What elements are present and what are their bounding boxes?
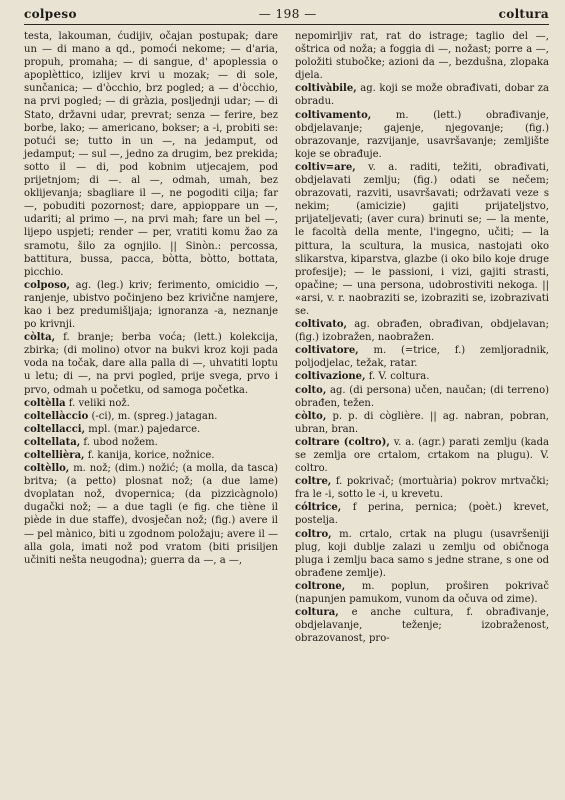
dictionary-entry (295, 30, 549, 82)
entry-headword: coltura, (295, 607, 339, 619)
entry-definition: e anche cultura, f. obrađivanje, obdjelavanje, teženje; izobraženost, obrazovanost, pro- (295, 607, 549, 645)
dictionary-entry (24, 462, 278, 567)
entry-definition: f. kanija, korice, nožnice. (84, 450, 215, 461)
dictionary-entry (24, 279, 278, 331)
entry-definition: f. veliki nož. (65, 397, 130, 409)
entry-headword: coltivàbile, (295, 83, 357, 95)
entry-definition: m. (=trice, f.) zemljoradnik, poljodjelac, težak, ratar. (295, 345, 549, 370)
entry-headword: coltivazione, (295, 371, 366, 383)
entry-definition: ag. (leg.) kriv; ferimento, omicidio —, ranjenje, ubistvo počinjeno bez krivične namjere, kao i bez predumišljaja; ignoranza -a, neznanje po krivnji. (24, 279, 278, 331)
header-first-headword: colpeso (24, 7, 77, 21)
entry-definition: (-ci), m. (spreg.) jatagan. (88, 410, 218, 422)
dictionary-entry (24, 397, 278, 410)
dictionary-entry (295, 528, 549, 580)
page-header (24, 6, 549, 22)
entry-definition: ag. obrađen, obrađivan, obdjelavan; (fig.) izobražen, naobražen. (295, 319, 549, 344)
entry-definition: v. a. raditi, težiti, obrađivati, obdjelavati zemlju; (fig.) odati se nečem; obrazovati, razviti, usavršavati; održavati veze s nekim; (amicizie) gajiti prijateljstvo, prijateljevati; (aver cura) brinuti se; — la mente, le facoltà della mente, l'ingegno, učiti; — la pittura, la scultura, la musica, nastojati oko slikarstva, kiparstva, glazbe (i oko bilo koje druge profesije); — le passioni, i vizi, gajiti strasti, opačine; — una persona, udobrostiviti nekoga. || «arsi, v. r. naobraziti se, izobraziti se, izobrazivati se. (295, 161, 549, 317)
columns (24, 30, 549, 645)
entry-headword: coltellàccio (24, 410, 89, 422)
dictionary-entry (24, 410, 278, 423)
page-number: — 198 — (258, 7, 317, 21)
entry-definition: ag. (di persona) učen, naučan; (di terreno) obrađen, težen. (295, 384, 549, 409)
dictionary-entry (295, 344, 549, 370)
entry-headword: còlta, (24, 332, 56, 344)
dictionary-entry (295, 436, 549, 475)
dictionary-entry (295, 580, 549, 606)
entry-headword: coltro, (295, 528, 332, 540)
entry-definition: mpl. (mar.) pajedarce. (85, 423, 201, 435)
entry-headword: coltiv=are, (295, 161, 356, 173)
entry-definition: f. pokrivač; (mortuària) pokrov mrtvački; fra le -i, sotto le -i, u krevetu. (295, 476, 549, 501)
dictionary-entry (295, 318, 549, 344)
entry-definition: f perina, pernica; (poèt.) krevet, postelja. (295, 502, 549, 527)
entry-headword: coltellata, (24, 436, 81, 448)
dictionary-entry (295, 410, 549, 436)
entry-headword: còlto, (295, 410, 327, 422)
entry-headword: coltèllo, (24, 463, 70, 475)
dictionary-entry (24, 449, 278, 462)
dictionary-entry (295, 161, 549, 318)
dictionary-entry (295, 501, 549, 527)
header-last-headword: coltura (498, 7, 549, 21)
entry-headword: coltivatore, (295, 345, 359, 357)
dictionary-entry (24, 436, 278, 449)
left-column (24, 30, 278, 645)
entry-headword: coltivato, (295, 319, 348, 331)
dictionary-entry (295, 475, 549, 501)
right-column (295, 30, 549, 645)
dictionary-entry (295, 82, 549, 108)
entry-headword: colto, (295, 384, 327, 396)
dictionary-entry (295, 109, 549, 161)
dictionary-entry (24, 30, 278, 279)
entry-headword: coltivamento, (295, 109, 372, 121)
entry-definition: f. branje; berba voća; (lett.) kolekcija, zbirka; (di molino) otvor na bukvi kroz koji pada voda na točak, dare alla palla di —, uhvatiti loptu u letu; di —, na prvi pogled, prije svega, prvo i prvo, odmah u početku, od samoga početka. (24, 332, 278, 396)
dictionary-entry (295, 384, 549, 410)
entry-definition: m. crtalo, crtak na plugu (usavršeniji plug, koji dublje zalazi u zemlju od običnoga pluga i zemlju baca samo s jedne strane, s one od obrađene zemlje). (295, 528, 549, 579)
entry-headword: coltellacci, (24, 423, 86, 435)
dictionary-entry (24, 331, 278, 396)
entry-headword: coltrare (coltro), (295, 436, 390, 448)
entry-headword: colposo, (24, 279, 71, 291)
entry-definition: f. ubod nožem. (80, 436, 158, 448)
dictionary-entry (295, 606, 549, 645)
header-rule (24, 24, 549, 25)
dictionary-entry (295, 370, 549, 383)
entry-definition: v. a. (agr.) parati zemlju (kada se zemlja ore crtalom, crtakom na plugu). V. coltro. (295, 436, 549, 475)
entry-definition: p. p. di còglière. || ag. nabran, pobran, ubran, bran. (295, 410, 549, 435)
entry-headword: coltre, (295, 476, 332, 488)
entry-definition: m. poplun, proširen pokrivač (napunjen pamukom, vunom da očuva od zime). (295, 580, 549, 606)
entry-definition: m. (lett.) obrađivanje, obdjelavanje; gajenje, njegovanje; (fig.) obrazovanje, razvijanje, usavršavanje; zemljište koje se obrađuje. (295, 109, 549, 160)
entry-headword: coltellièra, (24, 450, 85, 461)
entry-definition: testa, lakouman, ćudijiv, očajan postupak; dare un — di mano a qd., pomoći nekome; — d'aria, propuh, promaha; — di sangue, d' apoplessia o apoplèttico, izlijev krvi u mozak; — di sole, sunčanica; — d'òcchio, brz pogled; a — d'òcchio, na prvi pogled; — di gràzia, posljednji udar; — di Stato, državni udar, prevrat; senza — ferire, bez borbe, lako; — americano, bokser; a -i, probiti se: potući se; tutto in un —, na jedamput, od jedamput; — sul —, jedno za drugim, bez prekida; sotto il — di, pod kobnim utjecajem, pod prijetnjom; di —. al —, odmah, umah, bez oklijevanja; sbagliare il —, ne pogoditi cilja; far —, pobuditi pozornost; dare, appioppare un —, udariti; al primo —, na prvi mah; fare un bel —, lijepo uspjeti; render — per, vratiti komu žao za sramotu, šilo za ognjilo. || Sinòn.: percossa, battitura, bussa, pacca, bòtta, bòtto, bottata, picchio. (24, 31, 278, 278)
entry-headword: coltrone, (295, 580, 346, 592)
entry-definition: m. nož; (dim.) nožić; (a molla, da tasca) britva; (a petto) plosnat nož; (a due lame) dvoplatan nož, dvopernica; (da pizzicàgnolo) dugački nož; — a due tagli (e fig. che tiène il piède in due staffe), dvosječan nož; (fig.) avere il — pel mànico, biti u zgodnom položaju; avere il — alla gola, imati nož pod vratom (biti prisiljen učiniti nešta neugodna); guerra da —, a —, (24, 463, 278, 566)
entry-definition: nepomirljiv rat, rat do istrage; taglio del —, oštrica od noža; a foggia di —, nožast; porre a —, položiti stubočke; azioni da —, bezdušna, zlopaka djela. (295, 31, 549, 82)
entry-headword: coltèlla (24, 397, 66, 409)
entry-headword: cóltrice, (295, 502, 342, 514)
dictionary-entry (24, 423, 278, 436)
entry-definition: ag. koji se može obrađivati, dobar za obradu. (295, 83, 549, 108)
entry-definition: f. V. coltura. (365, 371, 430, 383)
